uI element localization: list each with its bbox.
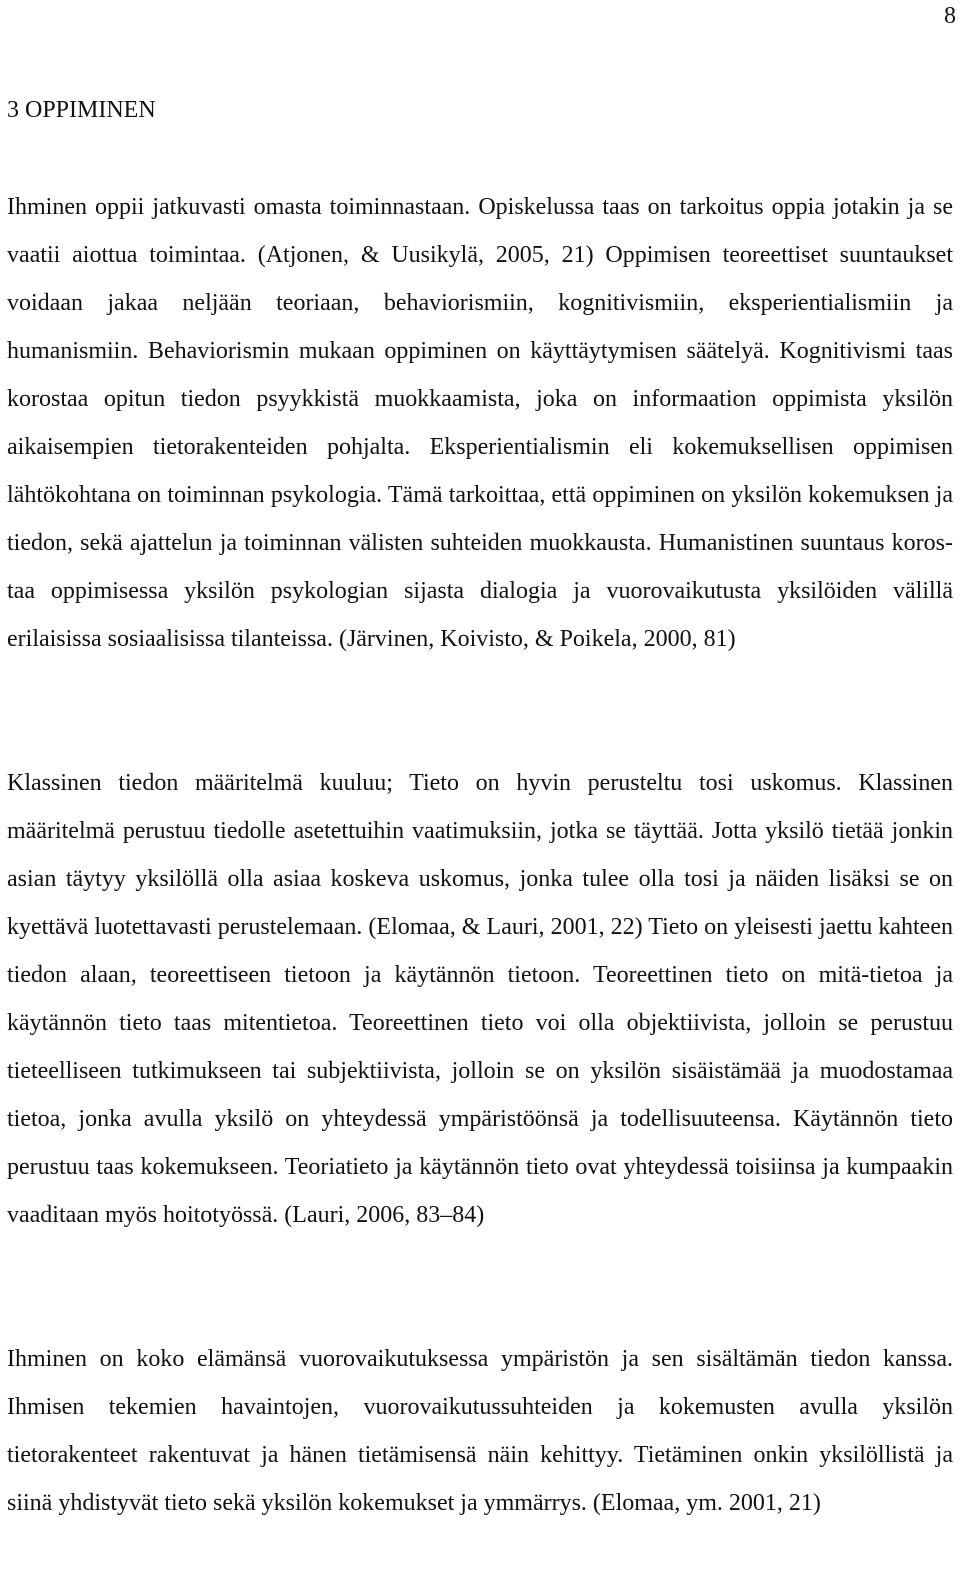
section-heading: 3 OPPIMINEN (7, 97, 156, 123)
paragraph-oppiminen-theories: Ihminen oppii jatkuvasti omasta toiminnastaan. Opiskelussa taas on tarkoitus oppia jotakin ja se vaatii aiottua toimintaa. (Atjonen, & Uusikylä, 2005, 21) Oppimisen teoreettiset suuntaukset voidaan jakaa neljään teoriaan, behaviorismiin, kognitivismiin, eksperientialismiin ja humanismiin. Behaviorismin mukaan oppiminen on käyttäytymisen säätelyä. Kognitivismi taas korostaa opitun tiedon psyykkistä muokkaamista, joka on informaation oppimista yksilön aikaisempien tietorakenteiden pohjalta. Eksperientialismin eli kokemuksellisen oppimisen lähtökohtana on toiminnan psykologia. Tämä tarkoittaa, että oppiminen on yksilön kokemuksen ja tiedon, sekä ajattelun ja toiminnan välisten suhteiden muokkausta. Humanistinen suuntaus korostaa oppimisessa yksilön psykologian sijasta dialogia ja vuorovaikutusta yksilöiden välillä erilaisissa sosiaalisissa tilanteissa. (Järvinen, Koivisto, & Poikela, 2000, 81) (7, 194, 953, 652)
page-number: 8 (944, 3, 956, 29)
paragraph-interaction: Ihminen on koko elämänsä vuorovaikutuksessa ympäristön ja sen sisältämän tiedon kanssa. Ihmisen tekemien havaintojen, vuorovaikutussuhteiden ja kokemusten avulla yksilön tietorakenteet rakentuvat ja hänen tietämisensä näin kehittyy. Tietäminen onkin yksilöllistä ja siinä yhdistyvät tieto sekä yksilön kokemukset ja ymmärrys. (Elomaa, ym. 2001, 21) (7, 1346, 953, 1516)
paragraph-knowledge-definition: Klassinen tiedon määritelmä kuuluu; Tieto on hyvin perusteltu tosi uskomus. Klassinen määritelmä perustuu tiedolle asetettuihin vaatimuksiin, jotka se täyttää. Jotta yksilö tietää jonkin asian täytyy yksilöllä olla asiaa koskeva uskomus, jonka tulee olla tosi ja näiden lisäksi se on kyettävä luotettavasti perustelemaan. (Elomaa, & Lauri, 2001, 22) Tieto on yleisesti jaettu kahteen tiedon alaan, teoreettiseen tietoon ja käytännön tietoon. Teoreettinen tieto on mitä-tietoa ja käytännön tieto taas mitentietoa. Teoreettinen tieto voi olla objektiivista, jolloin se perustuu tieteelliseen tutkimukseen tai subjektiivista, jolloin se on yksilön sisäistämää ja muodostamaa tietoa, jonka avulla yksilö on yhteydessä ympäristöönsä ja todellisuuteensa. Käytännön tieto perustuu taas kokemukseen. Teoriatieto ja käytännön tieto ovat yhteydessä toisiinsa ja kumpaakin vaaditaan myös hoitotyössä. (Lauri, 2006, 83–84) (7, 770, 953, 1228)
